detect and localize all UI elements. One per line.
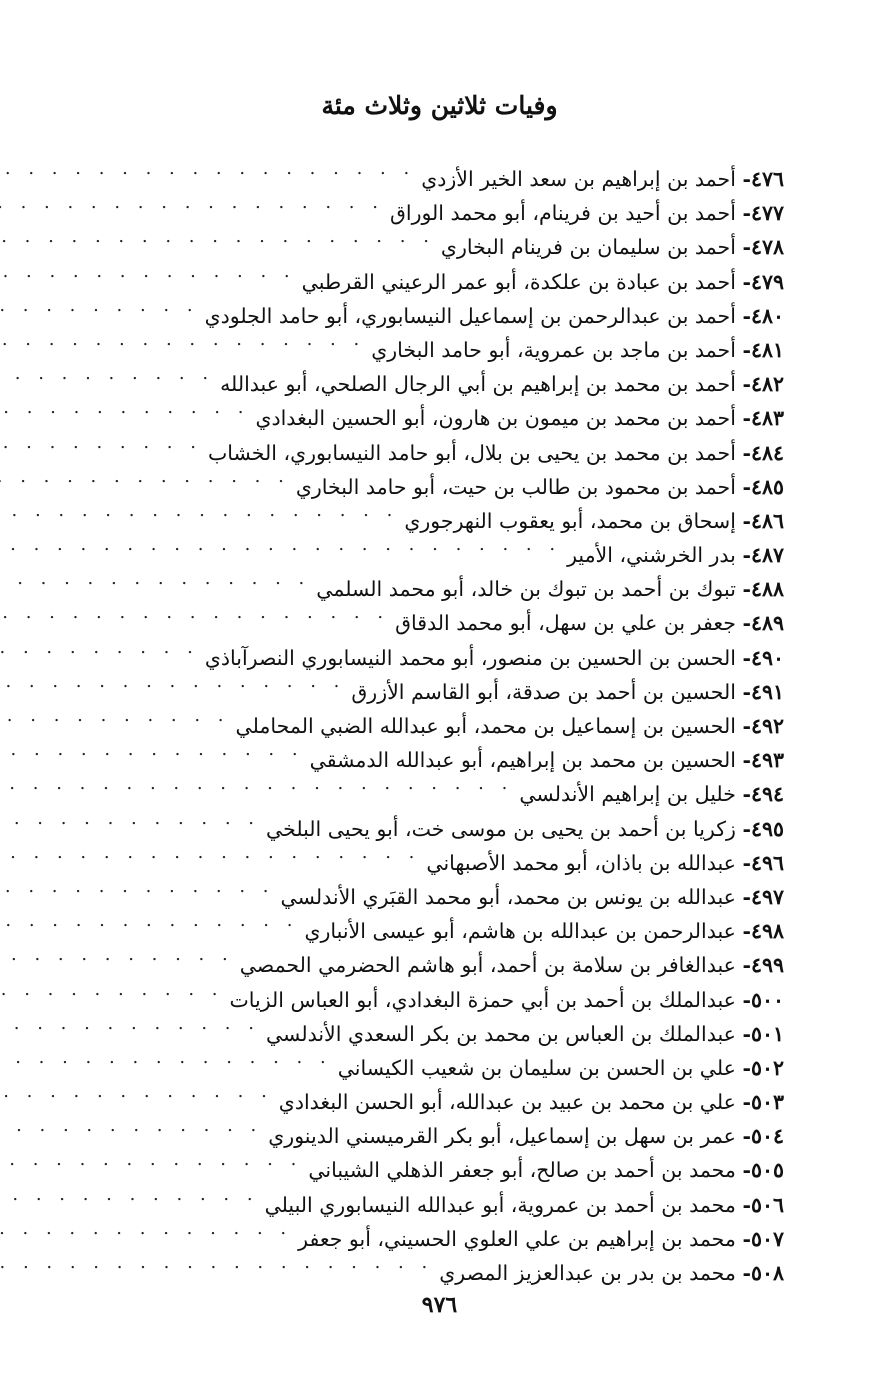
entry-name: أحمد بن عبدالرحمن بن إسماعيل النيسابوري، أبو حامد الجلودي (204, 303, 736, 328)
entry-name: أحمد بن سليمان بن فرينام البخاري (440, 235, 736, 260)
entry-name: محمد بن بدر بن عبدالعزيز المصري (439, 1261, 736, 1285)
dot-leader (0, 1178, 259, 1212)
entry-number: ٥٠٧- (742, 1226, 784, 1251)
dot-leader (0, 528, 561, 562)
dot-leader (0, 1143, 302, 1177)
list-item (38, 152, 784, 191)
dot-leader (0, 255, 296, 289)
entry-number: ٤٩٠- (742, 645, 784, 670)
entry-text (390, 196, 784, 230)
entry-text (268, 1119, 784, 1153)
dot-leader (0, 1007, 260, 1041)
dot-leader (0, 631, 199, 665)
dot-leader (0, 494, 398, 528)
entry-text (519, 777, 784, 811)
entry-text (308, 1153, 784, 1187)
entry-name: خليل بن إبراهيم الأندلسي (519, 782, 736, 807)
dot-leader (0, 220, 435, 254)
dot-leader (0, 1075, 273, 1109)
entry-number: ٤٧٨- (742, 235, 784, 260)
entry-name: عبدالرحمن بن عبدالله بن هاشم، أبو عيسى الأنباري (304, 919, 736, 944)
section-heading: وفيات ثلاثين وثلاث مئة (321, 91, 558, 120)
entry-number: ٤٧٧- (742, 201, 784, 226)
entry-name: محمد بن أحمد بن عمروية، أبو عبدالله النيسابوري البيلي (264, 1192, 736, 1217)
dot-leader (0, 870, 275, 904)
entry-number: ٤٩٩- (742, 953, 784, 978)
entry-name: الحسين بن محمد بن إبراهيم، أبو عبدالله الدمشقي (309, 748, 736, 773)
entry-number: ٥٠٠- (742, 987, 784, 1012)
entry-number: ٤٨٠- (742, 303, 784, 328)
entry-name: الحسن بن الحسين بن منصور، أبو محمد النيسابوري النصرآباذي (204, 645, 736, 670)
entry-number: ٥٠٥- (742, 1158, 784, 1183)
entry-text (281, 880, 784, 914)
entry-text (395, 606, 784, 640)
entry-name: عبدالله بن يونس بن محمد، أبو محمد القبَري الأندلسي (280, 884, 736, 909)
entry-name: زكريا بن أحمد بن يحيى بن موسى خت، أبو يحيى البلخي (266, 816, 736, 841)
entry-text (371, 333, 784, 367)
entry-number: ٤٩٨- (742, 919, 784, 944)
entry-name: أحمد بن محمد بن يحيى بن بلال، أبو حامد النيسابوري، الخشاب (207, 440, 736, 465)
entry-name: الحسين بن أحمد بن صدقة، أبو القاسم الأزرق (351, 679, 736, 704)
dot-leader (0, 152, 415, 186)
entry-number: ٤٩٤- (742, 782, 784, 807)
dot-leader (0, 426, 202, 460)
page-number: ٩٧٦ (421, 1292, 458, 1318)
entry-number: ٤٩٦- (742, 850, 784, 875)
entry-number: ٥٠٢- (742, 1055, 784, 1080)
entry-number: ٤٨٩- (742, 611, 784, 636)
entry-name: بدر الخرشني، الأمير (567, 543, 736, 568)
entry-name: تبوك بن أحمد بن تبوك بن خالد، أبو محمد السلمي (316, 577, 736, 602)
dot-leader (0, 562, 310, 596)
entry-name: عبدالملك بن العباس بن محمد بن بكر السعدي الأندلسي (265, 1021, 736, 1046)
entry-name: الحسين بن إسماعيل بن محمد، أبو عبدالله الضبي المحاملي (235, 714, 736, 738)
entry-text (208, 436, 784, 470)
entry-number: ٤٨٨- (742, 577, 784, 602)
entry-name: عبدالغافر بن سلامة بن أحمد، أبو هاشم الحضرمي الحمصي (239, 953, 736, 978)
entry-name: أحمد بن أحيد بن فرينام، أبو محمد الوراق (389, 201, 736, 226)
entry-text (255, 401, 784, 435)
entry-text (567, 538, 784, 572)
entry-number: ٤٨٣- (742, 406, 784, 431)
entry-text (220, 367, 784, 401)
entry-text (302, 265, 784, 299)
dot-leader (0, 1212, 292, 1246)
dot-leader (0, 391, 249, 425)
dot-leader (0, 699, 230, 733)
table-of-contents (38, 152, 784, 1285)
entry-text (230, 983, 785, 1017)
entry-number: ٤٩٢- (742, 714, 784, 738)
entry-number: ٤٧٦- (742, 167, 784, 191)
entry-name: جعفر بن علي بن سهل، أبو محمد الدقاق (395, 611, 736, 636)
dot-leader (0, 186, 384, 220)
entry-name: أحمد بن محمد بن إبراهيم بن أبي الرجال الصلحي، أبو عبدالله (220, 372, 736, 397)
entry-text (279, 1085, 784, 1119)
entry-text (265, 1188, 784, 1222)
entry-text (351, 675, 784, 709)
entry-name: عبدالملك بن أحمد بن أبي حمزة البغدادي، أبو العباس الزيات (229, 987, 736, 1012)
dot-leader (0, 1109, 262, 1143)
entry-text (304, 914, 784, 948)
entry-name: أحمد بن ماجد بن عمروية، أبو حامد البخاري (371, 337, 736, 362)
entry-name: أحمد بن محمد بن ميمون بن هارون، أبو الحسين البغدادي (255, 406, 736, 431)
dot-leader (0, 289, 199, 323)
entry-name: أحمد بن محمود بن طالب بن حيت، أبو حامد البخاري (295, 474, 736, 499)
entry-name: أحمد بن إبراهيم بن سعد الخير الأزدي (421, 167, 736, 191)
entry-name: علي بن محمد بن عبيد بن عبدالله، أبو الحسن البغدادي (278, 1090, 736, 1115)
dot-leader (0, 802, 260, 836)
entry-number: ٤٩٥- (742, 816, 784, 841)
dot-leader (0, 733, 304, 767)
dot-leader (0, 836, 420, 870)
entry-text (441, 230, 784, 264)
entry-number: ٤٨١- (742, 337, 784, 362)
entry-text (236, 709, 784, 743)
entry-name: عبدالله بن باذان، أبو محمد الأصبهاني (426, 850, 736, 875)
dot-leader (0, 973, 224, 1007)
entry-number: ٤٩٣- (742, 748, 784, 773)
dot-leader (0, 596, 389, 630)
entry-number: ٤٩١- (742, 679, 784, 704)
entry-number: ٥٠٤- (742, 1124, 784, 1149)
entry-number: ٥٠٨- (742, 1261, 784, 1285)
entry-number: ٤٧٩- (742, 269, 784, 294)
entry-name: محمد بن أحمد بن صالح، أبو جعفر الذهلي الشيباني (308, 1158, 736, 1183)
entry-name: محمد بن إبراهيم بن علي العلوي الحسيني، أبو جعفر (298, 1226, 736, 1251)
dot-leader (0, 767, 513, 801)
entry-name: علي بن الحسن بن سليمان بن شعيب الكيساني (337, 1055, 736, 1080)
dot-leader (0, 904, 298, 938)
entry-name: أحمد بن عبادة بن علكدة، أبو عمر الرعيني القرطبي (301, 269, 736, 294)
entry-number: ٥٠٦- (742, 1192, 784, 1217)
entry-text (266, 1017, 784, 1051)
dot-leader (0, 323, 365, 357)
entry-name: إسحاق بن محمد، أبو يعقوب النهرجوري (404, 508, 736, 533)
entry-number: ٤٨٢- (742, 372, 784, 397)
entry-number: ٤٨٥- (742, 474, 784, 499)
entry-text (426, 846, 784, 880)
entry-text (439, 1256, 784, 1290)
entry-text (240, 948, 784, 982)
entry-number: ٤٩٧- (742, 884, 784, 909)
entry-text (338, 1051, 784, 1085)
entry-number: ٥٠١- (742, 1021, 784, 1046)
entry-number: ٥٠٣- (742, 1090, 784, 1115)
dot-leader (0, 460, 290, 494)
entry-number: ٤٨٧- (742, 543, 784, 568)
entry-name: عمر بن سهل بن إسماعيل، أبو بكر القرميسني الدينوري (268, 1124, 736, 1149)
entry-text (421, 162, 784, 196)
dot-leader (0, 665, 345, 699)
dot-leader (0, 357, 214, 391)
dot-leader (0, 1041, 332, 1075)
dot-leader (0, 1246, 433, 1280)
entry-number: ٤٨٦- (742, 508, 784, 533)
dot-leader (0, 938, 234, 972)
entry-number: ٤٨٤- (742, 440, 784, 465)
